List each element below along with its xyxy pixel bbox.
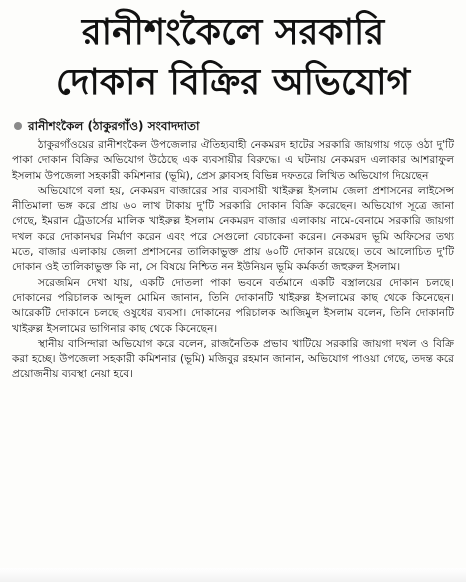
- headline: [12, 8, 454, 108]
- byline: [12, 118, 454, 134]
- bottom-edge: [0, 568, 466, 582]
- paragraph-4: স্থানীয় বাসিন্দারা অভিযোগ করে বলেন, রাজনৈতিক প্রভাব খাটিয়ে সরকারি জায়গা দখল ও বিক্রি করা হচ্ছে। উপজেলা সহকারী কমিশনার (ভূমি) মজিবুর রহমান জানান, অভিযোগ পাওয়া গেছে, তদন্ত করে প্রয়োজনীয় ব্যবস্থা নেয়া হবে।: [12, 337, 454, 381]
- bullet-icon: [14, 122, 22, 130]
- paragraph-2: অভিযোগে বলা হয়, নেকমরদ বাজারের সার ব্যবসায়ী খাইরুল্ল ইসলাম জেলা প্রশাসনের লাইসেন্স নীতিমালা ভঙ্গ করে প্রায় ৬০ লাখ টাকায় দু'টি সরকারি দোকান বিক্রি করেছেন। অভিযোগ সূত্রে জানা গেছে, ইমরান ট্রেডার্সের মালিক খাইরুল্ল ইসলাম নেকমরদ বাজার এলাকায় নামে-বেনামে সরকারি জায়গা দখল করে দোকানঘর নির্মাণ করেন এবং পরে সেগুলো বেচাকেনা করেন। নেকমরদ ভূমি অফিসের তথ্য মতে, বাজার এলাকায় জেলা প্রশাসনের তালিকাভুক্ত প্রায় ৬০টি দোকান রয়েছে। তবে আলোচিত দু'টি দোকান ওই তালিকাভুক্ত কি না, সে বিষয়ে নিশ্চিত নন ইউনিয়ন ভূমি কর্মকর্তা জহুরুল ইসলাম।: [12, 184, 454, 274]
- headline-line-2: দোকান বিক্রির অভিযোগ: [55, 62, 411, 103]
- headline-line-1: রানীশংকৈলে সরকারি: [81, 12, 385, 53]
- article-body: [12, 138, 454, 383]
- paragraph-1: ঠাকুরগাঁওয়ের রানীশংকৈল উপজেলার ঐতিহ্যবাহী নেকমরদ হাটের সরকারি জায়গায় গড়ে ওঠা দু'টি পাকা দোকান বিক্রির অভিযোগ উঠেছে এক ব্যবসায়ীর বিরুদ্ধে। এ ঘটনায় নেকমরদ এলাকার আশরাফুল ইসলাম উপজেলা সহকারী কমিশনার (ভূমি), প্রেস ক্লাবসহ বিভিন্ন দফতরে লিখিত অভিযোগ দিয়েছেন: [12, 139, 454, 182]
- byline-text: রানীশংকৈল (ঠাকুরগাঁও) সংবাদদাতা: [28, 119, 200, 133]
- paragraph-3: সরেজমিন দেখা যায়, একটি দোতলা পাকা ভবনে বর্তমানে একটি বস্ত্রালয়ের দোকান চলছে। দোকানের পরিচালক আব্দুল মোমিন জানান, তিনি দোকানটি খাইরুল্ল ইসলামের কাছ থেকে কিনেছেন। আরেকটি দোকানে চলছে ওষুধের ব্যবসা। দোকানের পরিচালক আজিমুল ইসলাম বলেন, তিনি দোকানটি খাইরুল্ল ইসলামের ভাগিনার কাছ থেকে কিনেছেন।: [12, 276, 454, 335]
